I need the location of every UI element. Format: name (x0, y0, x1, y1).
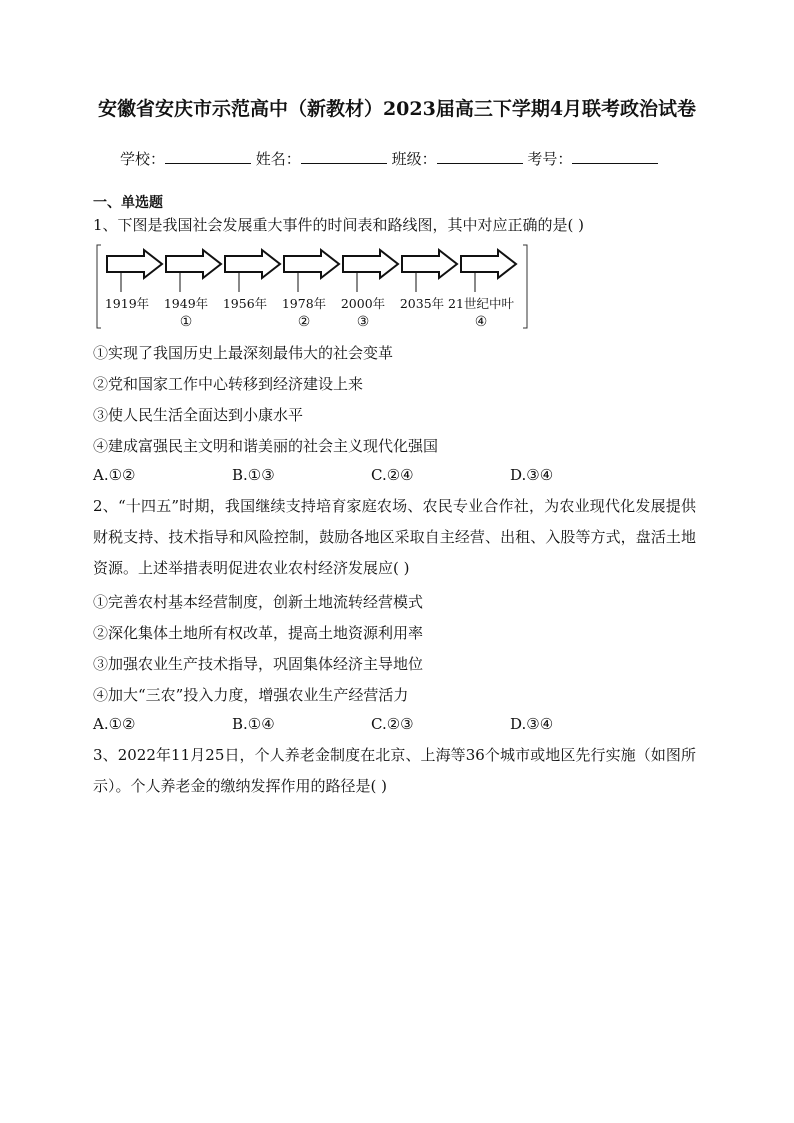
q2-statement-1: ①完善农村基本经营制度，创新土地流转经营模式 (93, 593, 424, 611)
q2-option-d[interactable]: D.③④ (510, 715, 554, 733)
student-info-row (120, 148, 658, 169)
q2-option-a[interactable]: A.①② (93, 715, 136, 733)
q1-option-b[interactable]: B.①③ (232, 466, 275, 484)
page-title: 安徽省安庆市示范高中（新教材）2023届高三下学期4月联考政治试卷 (97, 98, 697, 120)
timeline-marker: ② (297, 314, 311, 330)
right-bracket (523, 245, 527, 328)
timeline-year-label: 1919年 (104, 296, 150, 311)
timeline-arrow (461, 250, 516, 278)
timeline-arrow (284, 250, 339, 278)
q1-option-c[interactable]: C.②④ (371, 466, 414, 484)
q3-stem: 3、2022年11月25日，个人养老金制度在北京、上海等36个城市或地区先行实施（如图所示）。个人养老金的缴纳发挥作用的路径是( ) (93, 746, 696, 795)
q1-option-a[interactable]: A.①② (93, 466, 136, 484)
timeline-marker: ③ (356, 314, 370, 330)
class-label: 班级： (391, 150, 437, 168)
q1-statement-3: ③使人民生活全面达到小康水平 (93, 406, 304, 424)
class-blank[interactable] (437, 149, 523, 164)
timeline-year-label: 1949年 (163, 296, 209, 311)
q1-statement-1: ①实现了我国历史上最深刻最伟大的社会变革 (93, 344, 394, 362)
timeline-arrow (343, 250, 398, 278)
timeline-year-label: 21世纪中叶 (448, 296, 514, 311)
name-label: 姓名： (255, 150, 301, 168)
q2-stem: 2、“十四五”时期，我国继续支持培育家庭农场、农民专业合作社，为农业现代化发展提供财税支持、技术指导和风险控制，鼓励各地区采取自主经营、出租、入股等方式，盘活土地资源。上述举措表明促进农业农村经济发展应( ) (93, 497, 696, 577)
timeline-year-label: 2035年 (399, 296, 445, 311)
timeline-marker: ④ (474, 314, 488, 330)
q2-option-c[interactable]: C.②③ (371, 715, 414, 733)
q1-statement-4: ④建成富强民主文明和谐美丽的社会主义现代化强国 (93, 437, 439, 455)
school-blank[interactable] (165, 149, 251, 164)
number-label: 考号： (527, 150, 573, 168)
name-blank[interactable] (301, 149, 387, 164)
timeline-arrow (402, 250, 457, 278)
school-label: 学校： (120, 150, 166, 168)
number-blank[interactable] (572, 149, 658, 164)
q2-statement-4: ④加大“三农”投入力度，增强农业生产经营活力 (93, 686, 409, 704)
timeline-diagram (95, 242, 535, 334)
timeline-marker: ① (179, 314, 193, 330)
q1-option-d[interactable]: D.③④ (510, 466, 554, 484)
q2-option-b[interactable]: B.①④ (232, 715, 275, 733)
timeline-arrow (166, 250, 221, 278)
q1-stem: 1、下图是我国社会发展重大事件的时间表和路线图，其中对应正确的是( ) (93, 216, 585, 234)
timeline-arrow (107, 250, 162, 278)
left-bracket (97, 245, 101, 328)
q1-statement-2: ②党和国家工作中心转移到经济建设上来 (93, 375, 364, 393)
section-heading: 一、单选题 (93, 195, 163, 211)
q2-statement-2: ②深化集体土地所有权改革，提高土地资源利用率 (93, 624, 424, 642)
timeline-year-label: 1956年 (222, 296, 268, 311)
timeline-year-label: 1978年 (281, 296, 327, 311)
timeline-year-label: 2000年 (340, 296, 386, 311)
q2-statement-3: ③加强农业生产技术指导，巩固集体经济主导地位 (93, 655, 424, 673)
timeline-arrow (225, 250, 280, 278)
